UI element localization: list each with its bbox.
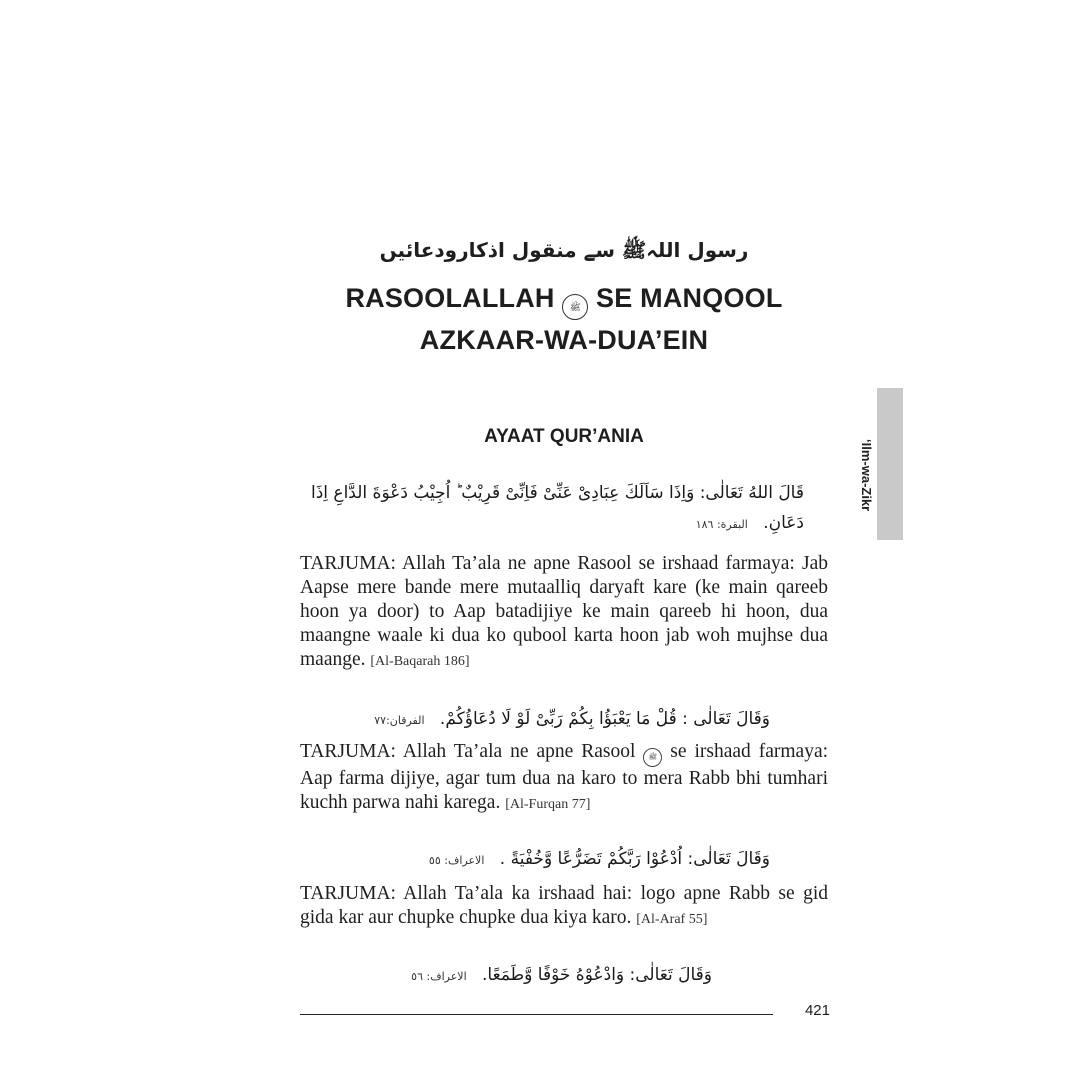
arabic-reference: الاعراف: ٥٥ [428, 854, 485, 867]
arabic-text: وَقَالَ تَعَالٰى : قُلْ مَا يَعْبَؤُا بِكُمْ رَبِّىْ لَوْ لَا دُعَاؤُكُمْ. [439, 709, 770, 729]
translation-text-pre: TARJUMA: Allah Ta’ala ne apne Rasool [300, 741, 636, 762]
translation-text: TARJUMA: Allah Ta’ala ka irshaad hai: logo apne Rabb se gid gida kar aur chupke chupke dua kiya karo. [300, 883, 828, 928]
citation: [Al-Araf 55] [636, 912, 708, 927]
title-line-1 [250, 278, 878, 320]
translation-1 [300, 552, 828, 674]
arabic-verse-4 [300, 962, 712, 990]
chapter-thumb-tab [877, 388, 903, 540]
arabic-text: قَالَ اللهُ تَعَالٰى: وَاِذَا سَاَلَكَ عِبَادِىْ عَنِّىْ فَاِنِّىْ قَرِيْبٌ ؕ اُجِيْبُ دَعْوَةَ الدَّاعِ اِذَا دَعَانِ. [311, 483, 804, 533]
citation: [Al-Furqan 77] [505, 797, 591, 812]
salawat-seal-icon: ﷺ [562, 294, 588, 320]
arabic-verse-3 [300, 846, 770, 874]
arabic-verse-1 [300, 478, 804, 540]
translation-2 [300, 740, 828, 817]
chapter-side-label: ‘Ilm-wa-Zikr [859, 438, 874, 512]
salawat-seal-icon: ﷺ [643, 748, 662, 767]
title-part-2: SE MANQOOL [596, 283, 783, 313]
translation-text-post: se irshaad farmaya: Aap farma dijiye, agar tum dua na karo to mera Rabb bhi tumhari kuchh parwa nahi karega. [300, 741, 829, 813]
urdu-title: رسول اللہﷺ سے منقول اذکارودعائیں [379, 238, 749, 262]
arabic-reference: الاعراف: ٥٦ [411, 970, 467, 983]
translation-text: TARJUMA: Allah Ta’ala ne apne Rasool se irshaad farmaya: Jab Aapse mere bande mere mutaalliq daryaft kare (ke main qareeb hoon ya door) to Aap batadijiye ke main qareeb hi hoon, dua maangne waale ki dua ko qubool karta hoon jab woh mujhse dua maange. [300, 553, 828, 670]
title-line-2: AZKAAR-WA-DUA’EIN [419, 325, 709, 355]
arabic-reference: الفرقان:٧٧ [374, 714, 425, 727]
arabic-reference: البقرة: ١٨٦ [695, 518, 748, 531]
footer-rule [300, 1014, 773, 1015]
title-part-1: RASOOLALLAH [345, 283, 555, 313]
translation-3 [300, 882, 828, 932]
page-number: 421 [804, 1002, 830, 1019]
arabic-verse-2 [300, 706, 770, 734]
citation: [Al-Baqarah 186] [370, 654, 470, 669]
arabic-text: وَقَالَ تَعَالٰى: وَادْعُوْهُ خَوْفًا وَّطَمَعًا. [482, 965, 712, 985]
page-title [250, 278, 878, 360]
section-heading: AYAAT QUR’ANIA [484, 426, 644, 447]
arabic-text: وَقَالَ تَعَالٰى: اُدْعُوْا رَبَّكُمْ تَضَرُّعًا وَّخُفْيَةً . [499, 849, 770, 869]
